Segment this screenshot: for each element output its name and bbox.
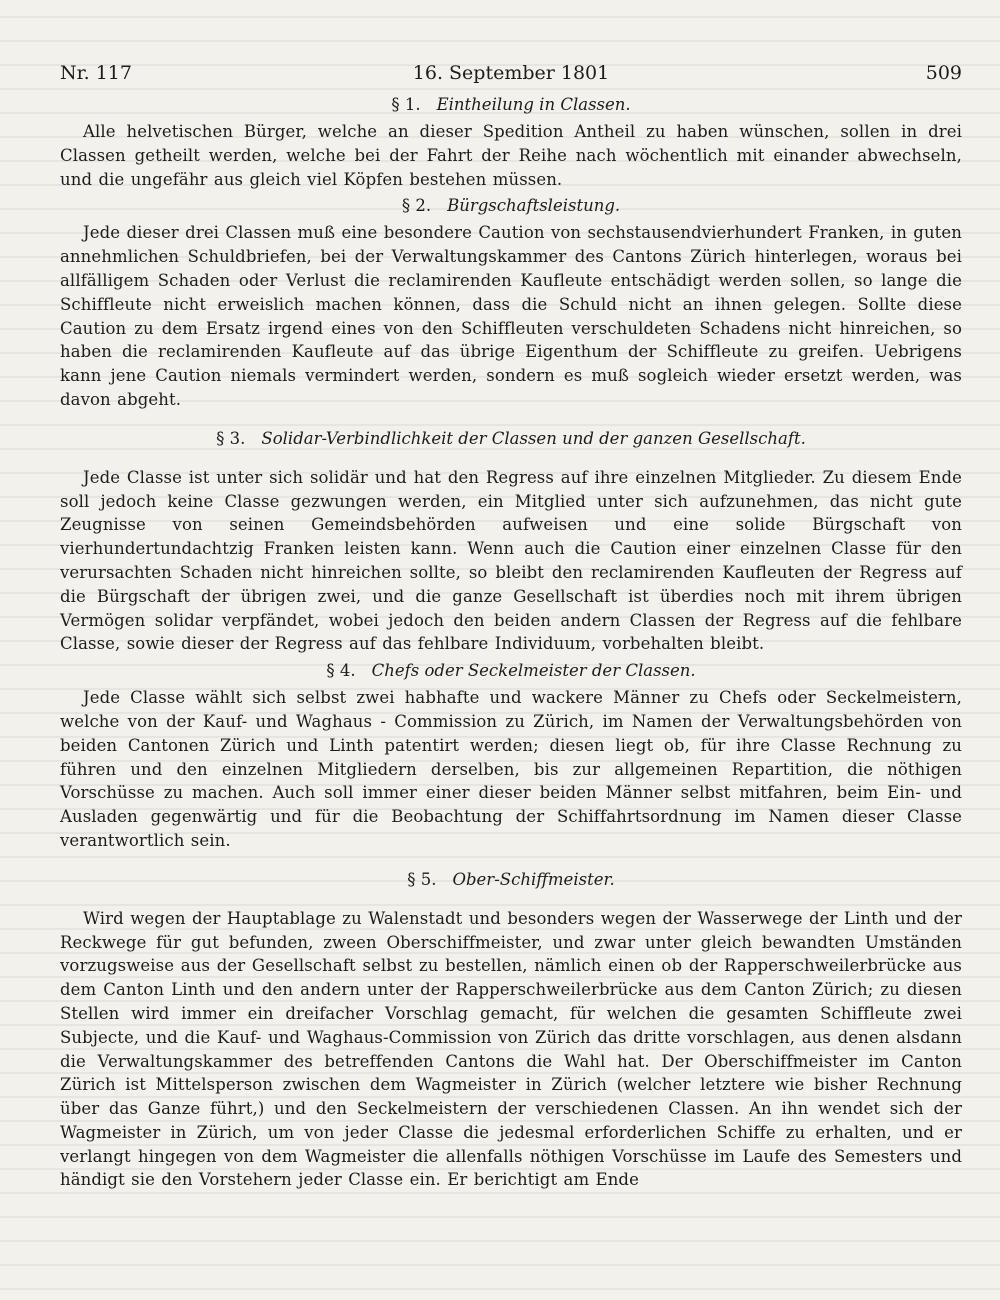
section-2-title: Bürgschaftsleistung.	[447, 196, 621, 216]
page-header	[60, 62, 962, 84]
section-1-title: Eintheilung in Classen.	[436, 95, 631, 114]
document-date: 16. September 1801	[412, 62, 610, 84]
section-2-number: § 2.	[401, 196, 432, 216]
section-2-text: Jede dieser drei Classen muß eine besondere Caution von sechstausendvierhundert Franken, in guten annehmlichen Schuldbriefen, bei der Verwaltungskammer des Cantons Zürich hinterlegen, woraus bei allfälligem Schaden oder Verlust die reclamirenden Kaufleute entschädigt werden sollen, so lange die Schiffleute nicht erweislich machen können, dass die Schuld nicht an ihnen gelegen. Sollte diese Caution zu dem Ersatz irgend eines von den Schiffleuten verschuldeten Schadens nicht hinreichen, so haben die reclamirenden Kaufleute auf das übrige Eigenthum der Schiffleute zu greifen. Uebrigens kann jene Caution niemals vermindert werden, sondern es muß sogleich wieder ersetzt werden, was davon abgeht.	[60, 223, 962, 409]
section-5-number: § 5.	[407, 869, 437, 889]
section-5-text: Wird wegen der Hauptablage zu Walenstadt und besonders wegen der Wasserwege der Linth und der Reckwege für gut befunden, zween Oberschiffmeister, und zwar unter gleich bewandten Umständen vorzugsweise aus der Gesellschaft selbst zu bestellen, nämlich einen ob der Rapperschweilerbrücke aus dem Canton Linth und den andern unter der Rapperschweilerbrücke aus dem Canton Zürich; zu diesen Stellen wird immer ein dreifacher Vorschlag gemacht, für welchen die gesamten Schiffleute zwei Subjecte, und die Kauf- und Waghaus-Commission von Zürich das dritte vorschlagen, aus denen alsdann die Verwaltungskammer des betreffenden Cantons die Wahl hat. Der Oberschiffmeister im Canton Zürich ist Mittelsperson zwischen dem Wagmeister in Zürich (welcher letztere wie bisher Rechnung über das Ganze führt,) und den Seckelmeistern der verschiedenen Classen. An ihn wendet sich der Wagmeister in Zürich, um von jeder Classe die jedesmal erforderlichen Schiffe zu erhalten, und er verlangt hingegen von dem Wagmeister die allenfalls nöthigen Vorschüsse im Laufe des Semesters und händigt sie den Vorstehern jeder Classe ein. Er berichtigt am Ende	[60, 908, 962, 1190]
section-4-number: § 4.	[326, 661, 356, 681]
section-4-title: Chefs oder Seckelmeister der Classen.	[371, 661, 696, 681]
section-2-heading	[60, 195, 962, 217]
section-1-text: Alle helvetischen Bürger, welche an dieser Spedition Antheil zu haben wünschen, sollen in drei Classen getheilt werden, welche bei der Fahrt der Reihe nach wöchentlich mit einander abwechseln, und die ungefähr aus gleich viel Köpfen bestehen müssen.	[60, 122, 962, 189]
document-number: Nr. 117	[60, 62, 132, 84]
section-5-heading	[60, 869, 962, 891]
section-4-text: Jede Classe wählt sich selbst zwei habhafte und wackere Männer zu Chefs oder Seckelmeistern, welche von der Kauf- und Waghaus - Commission zu Zürich, im Namen der Verwaltungsbehörden von beiden Cantonen Zürich und Linth patentirt werden; diesen liegt ob, für ihre Classe Rechnung zu führen und den einzelnen Mitgliedern derselben, bis zur allgemeinen Repartition, die nöthigen Vorschüsse zu machen. Auch soll immer einer dieser beiden Männer selbst mitfahren, beim Ein- und Ausladen gegenwärtig und für die Beobachtung der Schiffahrtsordnung im Namen dieser Classe verantwortlich sein.	[60, 688, 962, 850]
section-1-number: § 1.	[391, 95, 421, 114]
section-3-title: Solidar-Verbindlichkeit der Classen und der ganzen Gesellschaft.	[261, 428, 806, 448]
section-4-heading	[60, 660, 962, 682]
section-3-number: § 3.	[216, 428, 246, 448]
section-3-text: Jede Classe ist unter sich solidär und hat den Regress auf ihre einzelnen Mitglieder. Zu diesem Ende soll jedoch keine Classe gezwungen werden, ein Mitglied unter sich aufzunehmen, das nicht gute Zeugnisse von seinen Gemeindsbehörden aufweisen und eine solide Bürgschaft von vierhundertundachtzig Franken leisten kann. Wenn auch die Caution einer einzelnen Classe für den verursachten Schaden nicht hinreichen sollte, so bleibt den reclamirenden Kaufleuten der Regress auf die Bürgschaft der übrigen zwei, und die ganze Gesellschaft ist überdies noch mit ihrem übrigen Vermögen solidar verpfändet, wobei jedoch den beiden andern Classen der Regress auf die fehlbare Classe, sowie dieser der Regress auf das fehlbare Individuum, vorbehalten bleibt.	[60, 467, 962, 654]
section-5-title: Ober-Schiffmeister.	[452, 869, 615, 889]
section-1-heading	[60, 94, 962, 116]
page-number: 509	[925, 62, 962, 84]
section-3-heading	[60, 428, 962, 450]
